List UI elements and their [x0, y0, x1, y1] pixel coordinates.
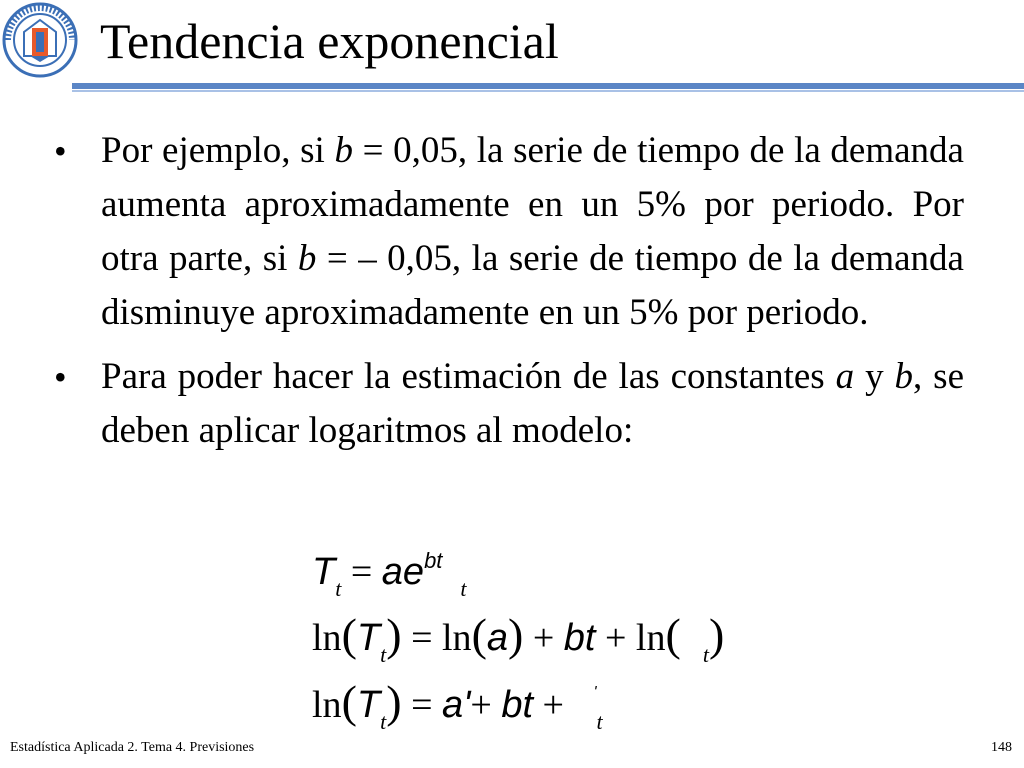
title-divider: [72, 83, 1024, 89]
eq-subscript: t: [702, 642, 709, 667]
eq-operator: + ln: [595, 617, 666, 659]
variable: a: [835, 356, 855, 397]
eq-operator: = ln: [401, 617, 472, 659]
eq-operator: =: [401, 684, 442, 726]
eq-symbol: a': [442, 684, 471, 726]
university-seal-icon: [2, 2, 78, 78]
bullet-item: [52, 124, 964, 340]
equation-linear: $\ln(T_t) = a'+$ bt + '$_t$: [312, 676, 603, 734]
eq-superscript: ': [593, 684, 597, 701]
text-run: = – 0,05, la serie de tiempo de la demanda disminuye aproximadamente en un 5% por periodo.: [101, 238, 964, 333]
variable: b: [334, 130, 353, 171]
bullet-list: [52, 124, 964, 468]
text-run: y: [854, 356, 895, 397]
eq-operator: +: [470, 684, 502, 726]
eq-operator: ln: [312, 617, 342, 659]
bullet-text: [101, 350, 964, 458]
eq-symbol: T: [312, 551, 336, 593]
slide-title: Tendencia exponencial: [100, 13, 559, 69]
variable: b: [894, 356, 913, 397]
eq-operator: +: [533, 684, 574, 726]
eq-symbol: T: [356, 684, 381, 726]
eq-symbol: bt: [501, 684, 534, 726]
eq-subscript: t: [596, 709, 603, 734]
eq-subscript: t: [460, 576, 467, 601]
bullet-text: [101, 124, 964, 340]
eq-superscript: bt: [424, 548, 443, 573]
footer-course: Estadística Aplicada 2. Tema 4. Previsiones: [10, 740, 255, 755]
text-run: , se deben aplicar logaritmos al modelo:: [101, 356, 964, 451]
text-run: Para poder hacer la estimación de las constantes: [101, 356, 836, 397]
text-run: Por ejemplo, si: [101, 130, 335, 171]
eq-symbol: bt: [563, 617, 596, 659]
eq-subscript: t: [380, 642, 387, 667]
equation-model: [312, 550, 467, 599]
bullet-dot-icon: •: [54, 131, 67, 171]
title-divider-light: [72, 90, 1024, 92]
university-logo: [2, 2, 78, 78]
eq-subscript: t: [335, 576, 342, 601]
bullet-item: [52, 350, 964, 458]
bullet-dot-icon: •: [54, 357, 67, 397]
eq-symbol: a: [486, 617, 509, 659]
eq-subscript: t: [380, 709, 387, 734]
eq-operator: ln: [312, 684, 342, 726]
page-number: 148: [991, 740, 1012, 755]
eq-operator: +: [523, 617, 564, 659]
variable: b: [297, 238, 317, 279]
text-run: = 0,05, la serie de tiempo de la demanda aumenta aproximadamente en un 5% por periodo. Por otra parte, si: [101, 130, 964, 279]
eq-symbol: T: [356, 617, 381, 659]
eq-symbol: ae: [381, 551, 425, 593]
equation-log: $\ln(T_t) = \ln(a)$ + bt + ln( $_t$): [312, 609, 725, 667]
eq-operator: =: [341, 551, 382, 593]
